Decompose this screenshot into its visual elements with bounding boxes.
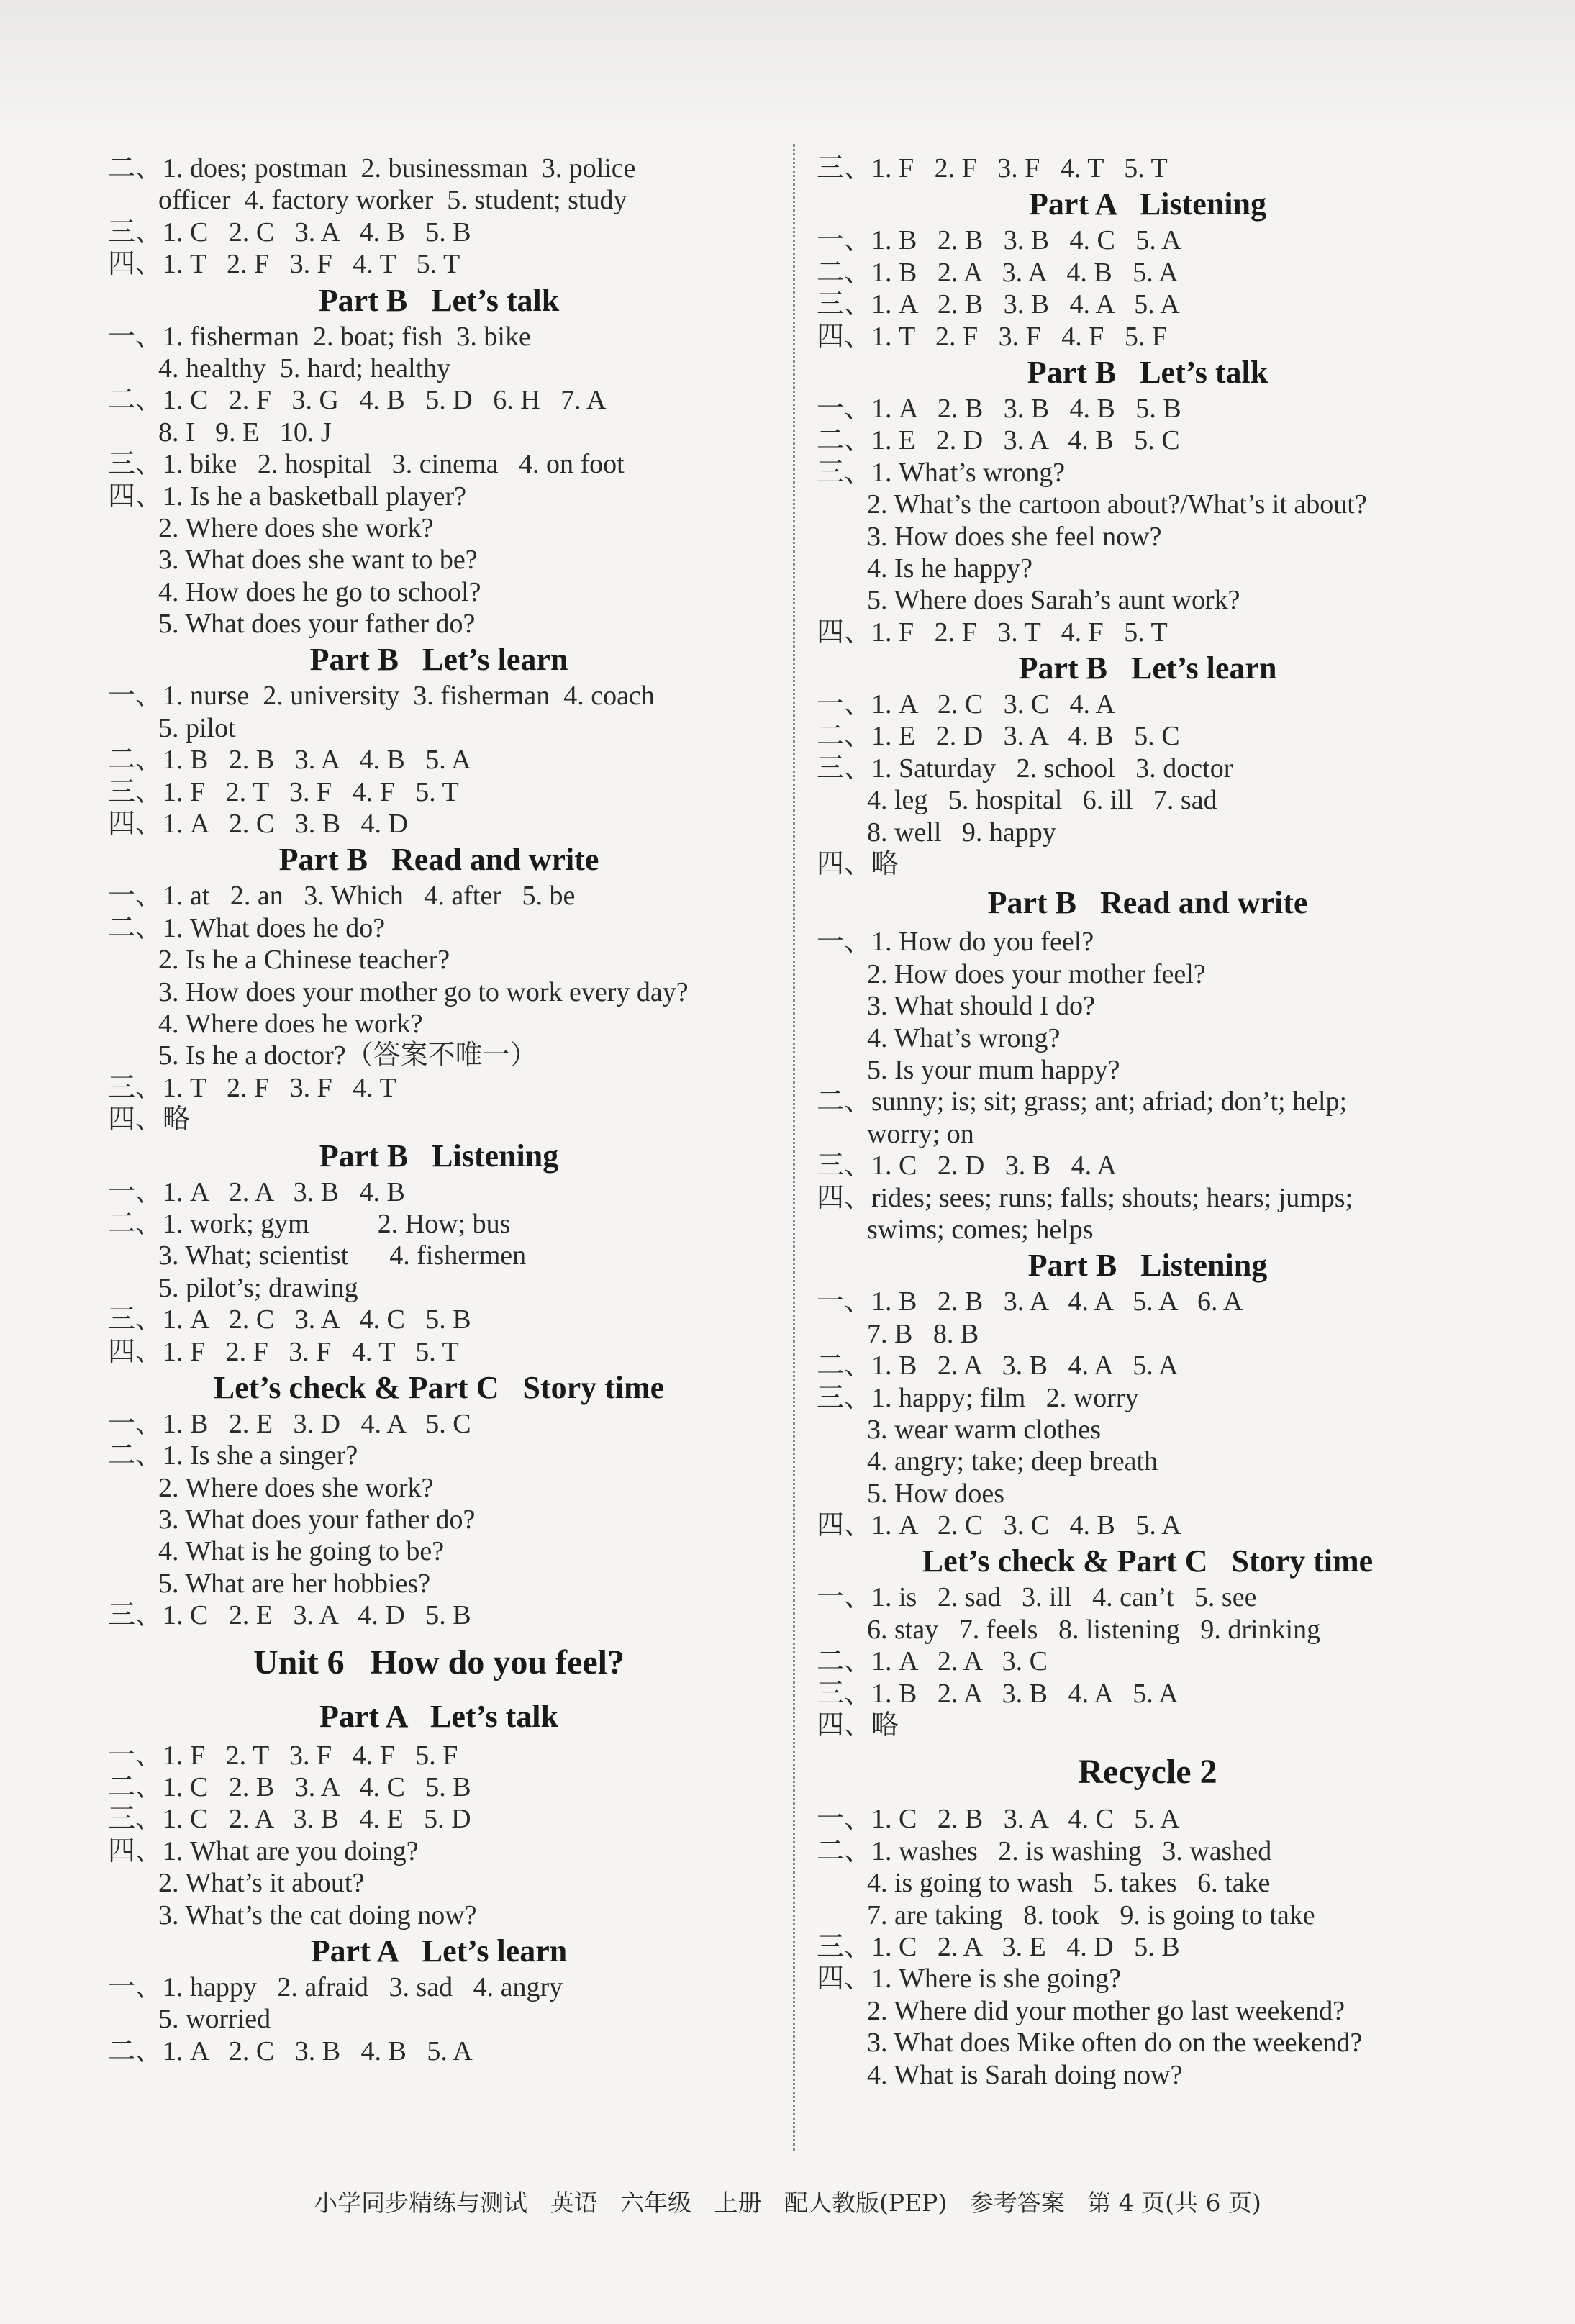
section-heading: Part B Let’s learn	[1018, 650, 1277, 686]
answer-line: 二、1. Is she a singer?	[108, 1440, 358, 1471]
answer-line: 一、1. B 2. B 3. B 4. C 5. A	[817, 225, 1181, 256]
answer-line: 2. Where does she work?	[158, 1472, 434, 1503]
answer-line: 4. Is he happy?	[867, 553, 1033, 584]
answer-line: 三、1. Saturday 2. school 3. doctor	[817, 753, 1233, 784]
section-heading: Recycle 2	[1078, 1753, 1217, 1792]
answer-line: 2. Is he a Chinese teacher?	[158, 945, 450, 976]
answer-line: 二、1. washes 2. is washing 3. washed	[817, 1835, 1272, 1866]
column-divider	[793, 144, 795, 2151]
answer-line: 四、1. A 2. C 3. C 4. B 5. A	[817, 1510, 1181, 1541]
section-heading: Part A Let’s learn	[310, 1933, 568, 1969]
answer-line: 5. pilot’s; drawing	[158, 1272, 358, 1303]
answer-line: 4. What is he going to be?	[158, 1536, 445, 1567]
answer-line: worry; on	[867, 1118, 974, 1149]
answer-line: 三、1. C 2. E 3. A 4. D 5. B	[108, 1600, 471, 1631]
answer-line: 四、1. T 2. F 3. F 4. T 5. T	[108, 249, 460, 280]
answer-line: 二、1. E 2. D 3. A 4. B 5. C	[817, 425, 1180, 456]
answer-line: 四、rides; sees; runs; falls; shouts; hears; jumps;	[817, 1182, 1353, 1213]
section-heading: Part B Listening	[1027, 1248, 1268, 1284]
answer-line: 二、1. A 2. C 3. B 4. B 5. A	[108, 2035, 473, 2066]
answer-line: 一、1. A 2. C 3. C 4. A	[817, 689, 1115, 720]
answer-line: 8. I 9. E 10. J	[158, 417, 332, 448]
right-column	[817, 153, 1479, 2091]
answer-line: 四、略	[108, 1104, 191, 1135]
answer-line: 二、1. C 2. F 3. G 4. B 5. D 6. H 7. A	[108, 385, 607, 416]
answer-line: 5. Is your mum happy?	[867, 1054, 1120, 1085]
answer-line: 三、1. T 2. F 3. F 4. T	[108, 1072, 396, 1103]
answer-line: 一、1. happy 2. afraid 3. sad 4. angry	[108, 1971, 563, 2002]
section-heading: Part B Let’s talk	[1027, 354, 1268, 390]
answer-line: 8. well 9. happy	[867, 817, 1056, 848]
answer-line: 4. Where does he work?	[158, 1008, 423, 1039]
answer-line: 三、1. F 2. T 3. F 4. F 5. T	[108, 776, 459, 807]
answer-line: 一、1. F 2. T 3. F 4. F 5. F	[108, 1740, 458, 1771]
answer-line: 一、1. A 2. B 3. B 4. B 5. B	[817, 393, 1181, 424]
section-heading: Let’s check & Part C Story time	[922, 1543, 1374, 1579]
answer-line: 一、1. How do you feel?	[817, 927, 1094, 958]
answer-line: 7. are taking 8. took 9. is going to take	[867, 1899, 1315, 1930]
answer-line: 一、1. C 2. B 3. A 4. C 5. A	[817, 1804, 1180, 1835]
answer-line: 3. What; scientist 4. fishermen	[158, 1240, 527, 1271]
answer-line: 一、1. is 2. sad 3. ill 4. can’t 5. see	[817, 1582, 1257, 1613]
answer-line: 三、1. C 2. D 3. B 4. A	[817, 1150, 1117, 1181]
answer-line: 2. Where did your mother go last weekend?	[867, 1995, 1345, 2026]
answer-line: 3. What’s the cat doing now?	[158, 1899, 477, 1930]
answer-line: 一、1. B 2. B 3. A 4. A 5. A 6. A	[817, 1286, 1243, 1317]
answer-line: 一、1. fisherman 2. boat; fish 3. bike	[108, 321, 531, 352]
answer-line: 二、sunny; is; sit; grass; ant; afriad; don’t; help;	[817, 1086, 1348, 1117]
answer-line: 5. What are her hobbies?	[158, 1568, 431, 1599]
answer-line: 一、1. at 2. an 3. Which 4. after 5. be	[108, 881, 576, 912]
answer-line: 二、1. B 2. B 3. A 4. B 5. A	[108, 745, 471, 776]
section-heading: Unit 6 How do you feel?	[253, 1643, 625, 1681]
answer-line: 二、1. E 2. D 3. A 4. B 5. C	[817, 721, 1180, 752]
answer-line: 5. How does	[867, 1478, 1005, 1509]
answer-line: 二、1. work; gym 2. How; bus	[108, 1208, 511, 1239]
section-heading: Part A Let’s talk	[319, 1698, 558, 1734]
answer-line: 四、1. F 2. F 3. T 4. F 5. T	[817, 617, 1168, 648]
section-heading: Part B Let’s talk	[318, 282, 560, 318]
answer-line: 2. What’s the cartoon about?/What’s it about?	[867, 489, 1367, 520]
answer-line: 三、1. C 2. C 3. A 4. B 5. B	[108, 217, 471, 248]
answer-line: 三、1. F 2. F 3. F 4. T 5. T	[817, 153, 1168, 183]
answer-line: 四、1. F 2. F 3. F 4. T 5. T	[108, 1336, 459, 1367]
answer-line: 四、略	[817, 1710, 899, 1741]
answer-line: 四、1. T 2. F 3. F 4. F 5. F	[817, 321, 1168, 352]
left-column	[108, 153, 770, 2067]
answer-line: 三、1. C 2. A 3. E 4. D 5. B	[817, 1931, 1180, 1962]
answer-line: 6. stay 7. feels 8. listening 9. drinking	[867, 1614, 1321, 1645]
answer-line: 3. What does she want to be?	[158, 545, 478, 576]
answer-line: 2. How does your mother feel?	[867, 958, 1206, 989]
answer-line: 四、略	[817, 849, 899, 880]
section-heading: Part B Let’s learn	[309, 642, 568, 678]
answer-line: 2. Where does she work?	[158, 512, 434, 543]
answer-line: 3. What does Mike often do on the weekend?	[867, 2028, 1363, 2059]
answer-line: 5. worried	[158, 2004, 271, 2035]
answer-line: 3. How does your mother go to work every day?	[158, 976, 689, 1007]
answer-line: 4. What’s wrong?	[867, 1022, 1061, 1053]
answer-line: 二、1. B 2. A 3. A 4. B 5. A	[817, 257, 1179, 288]
answer-line: 三、1. B 2. A 3. B 4. A 5. A	[817, 1678, 1179, 1709]
answer-line: 一、1. B 2. E 3. D 4. A 5. C	[108, 1408, 471, 1439]
answer-line: 4. leg 5. hospital 6. ill 7. sad	[867, 785, 1217, 816]
answer-line: 4. angry; take; deep breath	[867, 1446, 1158, 1477]
answer-line: 二、1. What does he do?	[108, 912, 386, 943]
answer-line: 4. How does he go to school?	[158, 576, 481, 607]
section-heading: Let’s check & Part C Story time	[213, 1369, 665, 1405]
answer-line: 二、1. C 2. B 3. A 4. C 5. B	[108, 1772, 471, 1803]
answer-line: 二、1. B 2. A 3. B 4. A 5. A	[817, 1351, 1179, 1381]
answer-line: 四、1. Is he a basketball player?	[108, 481, 467, 512]
section-heading: Part B Listening	[319, 1138, 559, 1174]
answer-line: 5. Is he a doctor?（答案不唯一）	[158, 1040, 537, 1071]
answer-line: 一、1. A 2. A 3. B 4. B	[108, 1176, 405, 1207]
answer-line: 5. Where does Sarah’s aunt work?	[867, 585, 1240, 616]
answer-line: 5. What does your father do?	[158, 609, 476, 640]
answer-line: 5. pilot	[158, 712, 236, 743]
answer-line: 7. B 8. B	[867, 1318, 979, 1349]
answer-line: 2. What’s it about?	[158, 1868, 365, 1899]
section-heading: Part B Read and write	[987, 885, 1308, 921]
answer-line: 4. What is Sarah doing now?	[867, 2059, 1183, 2090]
answer-line: 三、1. happy; film 2. worry	[817, 1382, 1139, 1413]
answer-line: 三、1. bike 2. hospital 3. cinema 4. on foot	[108, 449, 625, 480]
answer-line: 3. What should I do?	[867, 991, 1095, 1022]
answer-line: 四、1. What are you doing?	[108, 1835, 419, 1866]
answer-line: 3. What does your father do?	[158, 1504, 476, 1535]
answer-line: swims; comes; helps	[867, 1214, 1094, 1245]
answer-line: 4. is going to wash 5. takes 6. take	[867, 1868, 1271, 1899]
answer-line: 三、1. What’s wrong?	[817, 457, 1066, 488]
answer-line: 三、1. A 2. B 3. B 4. A 5. A	[817, 289, 1180, 320]
answer-line: 三、1. C 2. A 3. B 4. E 5. D	[108, 1804, 471, 1835]
answer-line: 二、1. does; postman 2. businessman 3. police	[108, 153, 636, 183]
answer-line: 三、1. A 2. C 3. A 4. C 5. B	[108, 1304, 471, 1335]
answer-line: 4. healthy 5. hard; healthy	[158, 353, 451, 383]
answer-line: officer 4. factory worker 5. student; study	[158, 185, 627, 216]
page-footer: 小学同步精练与测试 英语 六年级 上册 配人教版(PEP) 参考答案 第 4 页(共 6 页)	[314, 2189, 1261, 2217]
section-heading: Part A Listening	[1028, 186, 1267, 222]
answer-line: 四、1. Where is she going?	[817, 1964, 1122, 1994]
section-heading: Part B Read and write	[278, 842, 599, 878]
answer-line: 3. How does she feel now?	[867, 521, 1162, 552]
answer-line: 一、1. nurse 2. university 3. fisherman 4. coach	[108, 681, 655, 712]
answer-line: 3. wear warm clothes	[867, 1414, 1101, 1445]
answer-line: 四、1. A 2. C 3. B 4. D	[108, 809, 408, 840]
answer-line: 二、1. A 2. A 3. C	[817, 1646, 1048, 1677]
